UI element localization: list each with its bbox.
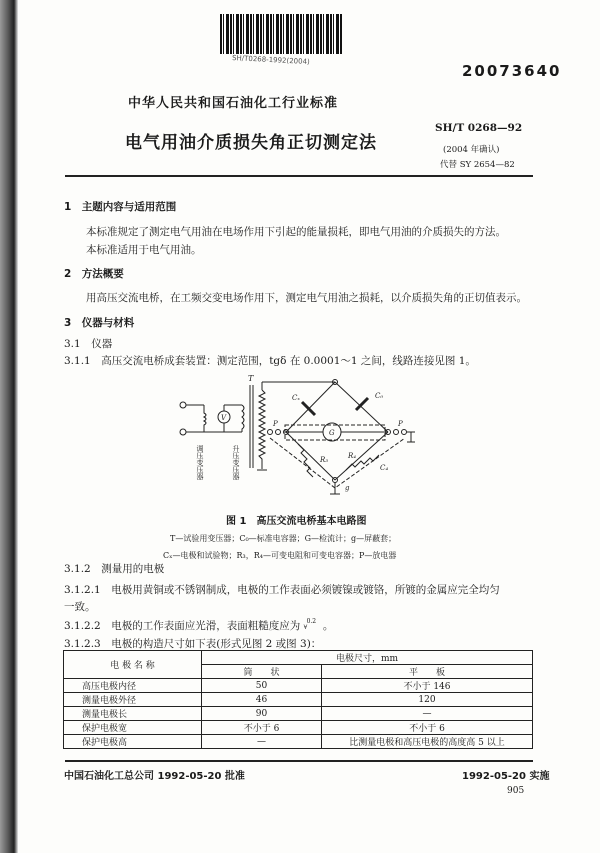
label-G: G — [329, 429, 335, 437]
cell: 120 — [322, 693, 533, 707]
label-Cx: Cₓ — [292, 394, 300, 402]
label-regulator: 调压变压器 — [196, 445, 204, 480]
section-3-1-2-1: 3.1.2.1 电极用黄铜或不锈钢制成，电极的工作表面必须镀镍或镀铬，所镀的金属应完全均匀 — [64, 584, 500, 596]
cell: 保护电极宽 — [64, 721, 202, 735]
table-row — [64, 721, 533, 735]
roughness-symbol: 0.2 ∀ — [303, 618, 317, 631]
replaces-note: 代替 SY 2654—82 — [440, 160, 515, 170]
section-1-heading: 1 主题内容与适用范围 — [64, 201, 177, 213]
section-3-1: 3.1 仪器 — [64, 338, 113, 350]
section-3-1-2-1-cont: 一致。 — [64, 601, 96, 613]
label-C4: C₄ — [380, 464, 389, 472]
doc-number: 20073640 — [462, 62, 562, 80]
section-3-1-2-2 — [64, 618, 333, 633]
section-1-para: 本标准适用于电气用油。 — [86, 244, 202, 256]
section-1-para: 本标准规定了测定电气用油在电场作用下引起的能量损耗，即电气用油的介质损失的方法。 — [86, 226, 506, 238]
label-P-right: P — [398, 420, 403, 428]
section-2-para: 用高压交流电桥，在工频交变电场作用下，测定电气用油之损耗，以介质损失角的正切值表示。 — [86, 292, 527, 304]
subheader-cylinder: 筒 状 — [202, 665, 322, 679]
label-P-left: P — [273, 420, 278, 428]
label-V: V — [221, 414, 227, 422]
roughness-value: 0.2 — [306, 618, 317, 625]
page-number: 905 — [507, 786, 525, 796]
section-3-heading: 3 仪器与材料 — [64, 317, 135, 329]
standard-code: SH/T 0268—92 — [435, 122, 523, 134]
cell: 比测量电极和高压电极的高度高 5 以上 — [322, 735, 533, 749]
cell: — — [322, 707, 533, 721]
label-R4: R₄ — [348, 452, 357, 460]
footer-divider — [65, 760, 533, 762]
figure-legend-line2: Cₓ—电极和试验物；R₃，R₄—可变电阻和可变电容器；P—放电器 — [163, 551, 397, 560]
section-3-1-1: 3.1.1 高压交流电桥成套装置：测定范围，tgδ 在 0.0001～1 之间，线路连接见图 1。 — [64, 355, 476, 367]
cell: 高压电极内径 — [64, 679, 202, 693]
figure-caption: 图 1 高压交流电桥基本电路图 — [226, 516, 367, 527]
section-2-heading: 2 方法概要 — [64, 268, 124, 280]
bridge — [268, 380, 416, 495]
section-3-1-2: 3.1.2 测量用的电极 — [64, 563, 165, 575]
col-header-dim: 电极尺寸，mm — [202, 651, 533, 665]
label-T: T — [248, 374, 254, 383]
cell: 90 — [202, 707, 322, 721]
cell: 不小于 6 — [202, 721, 322, 735]
cell: — — [202, 735, 322, 749]
col-header-name: 电 极 名 称 — [64, 651, 202, 679]
approval-note: 中国石油化工总公司 1992-05-20 批准 — [64, 771, 245, 782]
subheader-plate: 平 板 — [322, 665, 533, 679]
cell: 不小于 6 — [322, 721, 533, 735]
barcode — [220, 14, 342, 54]
header-divider — [65, 175, 533, 177]
table-row — [64, 707, 533, 721]
section-3-1-2-2-text: 3.1.2.2 电极的工作表面应光滑，表面粗糙度应为 — [64, 620, 301, 632]
table-row — [64, 735, 533, 749]
label-g: g — [345, 484, 350, 492]
industry-standard: 中华人民共和国石油化工行业标准 — [128, 96, 339, 111]
table-row — [64, 679, 533, 693]
barcode-text: SH/T0268-1992(2004) — [231, 53, 310, 67]
effective-note: 1992-05-20 实施 — [462, 771, 550, 782]
regulator-section — [180, 402, 244, 435]
cell: 50 — [202, 679, 322, 693]
label-R3: R₃ — [320, 456, 329, 464]
cell: 不小于 146 — [322, 679, 533, 693]
confirmed-note: (2004 年确认) — [443, 145, 500, 155]
figure-legend-line1: T—试验用变压器；C₀—标准电容器；G—检流计；g—屏蔽套； — [170, 534, 397, 543]
bridge-circuit-diagram — [170, 370, 430, 505]
cell: 保护电极高 — [64, 735, 202, 749]
section-3-1-2-2-end: 。 — [322, 620, 334, 632]
page-title: 电气用油介质损失角正切测定法 — [125, 133, 377, 153]
scan-edge — [0, 0, 18, 853]
electrode-dimensions-table — [63, 650, 533, 749]
cell: 测量电极长 — [64, 707, 202, 721]
label-stepup: 升压变压器 — [232, 445, 240, 480]
cell: 46 — [202, 693, 322, 707]
table-row — [64, 693, 533, 707]
label-C0: C₀ — [375, 392, 384, 400]
cell: 测量电极外径 — [64, 693, 202, 707]
section-3-1-2-3: 3.1.2.3 电极的构造尺寸如下表(形式见图 2 或图 3)： — [64, 638, 322, 650]
